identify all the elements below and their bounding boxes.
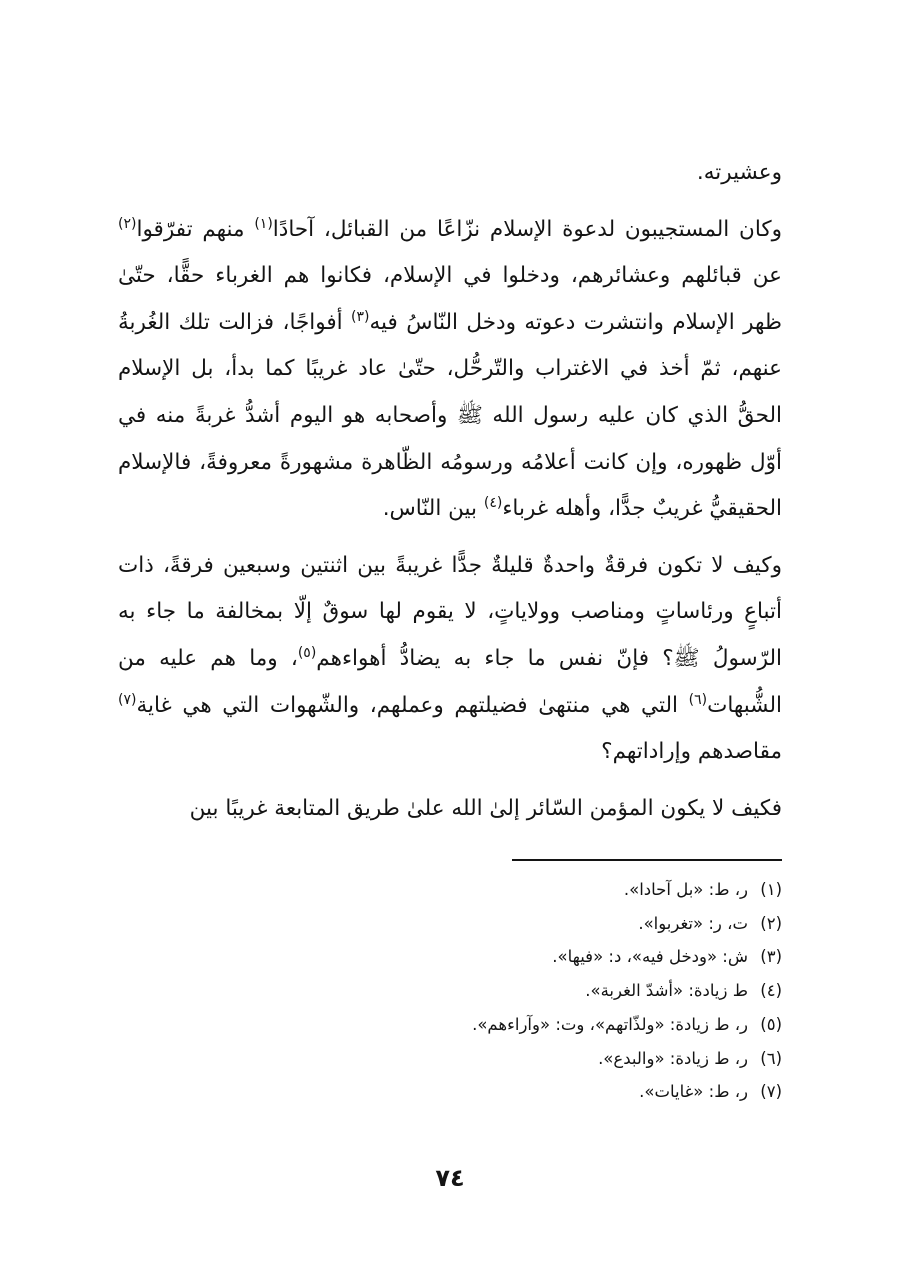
footnote-number: (١) <box>760 880 782 899</box>
footnote-ref-5: (٥) <box>297 644 317 661</box>
footnote-item <box>118 1075 782 1109</box>
footnote-text: ط زيادة: «أشدّ الغربة». <box>585 981 748 1001</box>
text-segment: مقاصدهم وإراداتهم؟ <box>601 739 782 765</box>
footnote-item <box>118 974 782 1008</box>
footnote-item <box>118 940 782 974</box>
footnote-text: ر، ط زيادة: «والبدع». <box>598 1048 748 1068</box>
footnote-number: (٤) <box>760 981 782 1001</box>
footnote-ref-1: (١) <box>254 215 273 232</box>
footnote-number: (٥) <box>760 1014 782 1034</box>
footnote-item <box>118 1042 782 1076</box>
footnote-number: (٢) <box>760 913 782 933</box>
footnote-item <box>118 1008 782 1042</box>
text-segment: بين النّاس. <box>382 496 484 522</box>
footnote-ref-4: (٤) <box>483 495 503 511</box>
text-segment: وكان المستجيبون لدعوة الإسلام نزّاعًا من القبائل، آحادًا <box>272 216 782 242</box>
text-segment: التي هي منتهىٰ فضيلتهم وعملهم، والشّهوات التي هي غاية <box>136 692 689 718</box>
text-segment: ، وما هم عليه من الشُّبهات <box>118 645 782 718</box>
text-segment: عن قبائلهم وعشائرهم، ودخلوا في الإسلام، فكانوا هم الغرباء حقًّا، حتّىٰ ظهر الإسلام وانتشرت دعوته ودخل النّاسُ فيه <box>118 263 783 335</box>
footnote-text: ش: «ودخل فيه»، د: «فيها». <box>552 947 748 967</box>
footnote-ref-6: (٦) <box>688 691 708 708</box>
footnote-item <box>118 873 782 907</box>
paragraph-1: وعشيرته. <box>696 160 782 185</box>
footnote-ref-2: (٢) <box>118 215 137 232</box>
footnote-number: (٧) <box>760 1082 782 1102</box>
footnote-number: (٣) <box>760 947 782 967</box>
footnote-number: (٦) <box>760 1048 782 1068</box>
text-segment: وكيف لا تكون فرقةٌ واحدةٌ قليلةٌ جدًّا غريبةً بين اثنتين وسبعين فرقةً، ذات أتباعٍ ورئاساتٍ ومناصب وولاياتٍ، لا يقوم لها سوقٌ إلّا بمخالفة ما جاء به الرّسولُ ﷺ؟ فإنّ نفس ما جاء به يضادُّ أهواءهم <box>118 552 782 671</box>
footnote-text: ر، ط زيادة: «ولذّاتهم»، وت: «وآراءهم». <box>472 1014 748 1034</box>
footnote-ref-3: (٣) <box>351 308 370 325</box>
footnote-item <box>118 907 782 941</box>
footnote-text: ت، ر: «تغربوا». <box>638 913 748 933</box>
footnote-ref-7: (٧) <box>118 691 137 708</box>
footnote-text: ر، ط: «بل آحادا». <box>623 880 748 899</box>
footnote-text: ر، ط: «غايات». <box>639 1082 748 1102</box>
paragraph-4: فكيف لا يكون المؤمن السّائر إلىٰ الله علىٰ طريق المتابعة غريبًا بين <box>189 795 782 821</box>
text-segment: منهم تفرّقوا <box>136 216 255 242</box>
paragraph-3 <box>118 543 782 776</box>
page-number: ٧٤ <box>435 1164 465 1192</box>
footnotes-list <box>118 873 782 1109</box>
paragraph-2 <box>118 207 782 533</box>
footnote-separator <box>512 859 782 861</box>
main-text <box>118 150 782 832</box>
text-segment: أفواجًا، فزالت تلك الغُربةُ عنهم، ثمّ أخذ في الاغتراب والتّرحُّل، حتّىٰ عاد غريبًا كما بدأ، بل الإسلام الحقُّ الذي كان عليه رسول الله ﷺ وأصحابه هو اليوم أشدُّ غربةً منه في أوّل ظهوره، وإن كانت أعلامُه ورسومُه الظّاهرة مشهورةً معروفةً، فالإسلام الحقيقيُّ غريبٌ جدًّا، وأهله غرباء <box>118 309 782 522</box>
